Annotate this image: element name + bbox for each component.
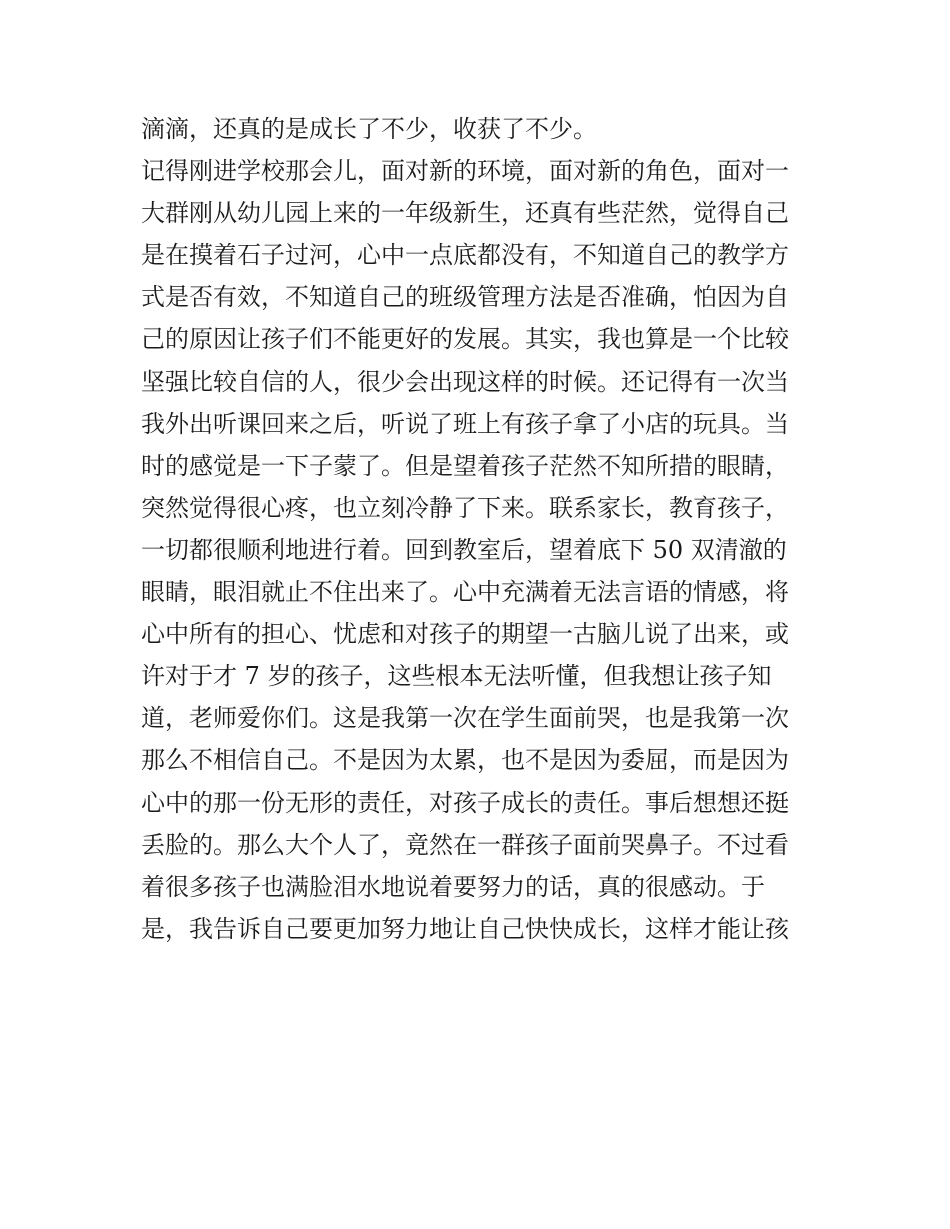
text-line: 大群刚从幼儿园上来的一年级新生，还真有些茫然，觉得自己 [141,199,789,228]
text-line: 许对于才 7 岁的孩子，这些根本无法听懂，但我想让孩子知 [141,662,772,691]
text-line: 一切都很顺利地进行着。回到教室后，望着底下 50 双清澈的 [141,535,787,564]
text-line: 是，我告诉自己要更加努力地让自己快快成长，这样才能让孩 [141,914,789,943]
text-line: 式是否有效，不知道自己的班级管理方法是否准确，怕因为自 [141,283,789,312]
text-line: 丢脸的。那么大个人了，竟然在一群孩子面前哭鼻子。不过看 [141,830,789,859]
text-line: 突然觉得很心疼，也立刻冷静了下来。联系家长，教育孩子， [141,493,789,522]
text-line: 记得刚进学校那会儿，面对新的环境，面对新的角色，面对一 [141,157,789,186]
text-line: 心中所有的担心、忧虑和对孩子的期望一古脑儿说了出来，或 [141,620,789,649]
text-line: 着很多孩子也满脸泪水地说着要努力的话，真的很感动。于 [141,872,765,901]
text-line: 己的原因让孩子们不能更好的发展。其实，我也算是一个比较 [141,325,789,354]
text-line: 是在摸着石子过河，心中一点底都没有，不知道自己的教学方 [141,241,789,270]
text-line: 心中的那一份无形的责任，对孩子成长的责任。事后想想还挺 [141,788,789,817]
text-line: 坚强比较自信的人，很少会出现这样的时候。还记得有一次当 [141,367,789,396]
text-line: 滴滴，还真的是成长了不少，收获了不少。 [141,115,597,143]
text-line: 眼睛，眼泪就止不住出来了。心中充满着无法言语的情感，将 [141,578,789,607]
text-line: 道，老师爱你们。这是我第一次在学生面前哭，也是我第一次 [141,704,789,733]
text-line: 那么不相信自己。不是因为太累，也不是因为委屈，而是因为 [141,746,789,775]
text-line: 我外出听课回来之后，听说了班上有孩子拿了小店的玩具。当 [141,409,789,438]
body-text [141,108,821,950]
text-line: 时的感觉是一下子蒙了。但是望着孩子茫然不知所措的眼睛， [141,451,789,480]
